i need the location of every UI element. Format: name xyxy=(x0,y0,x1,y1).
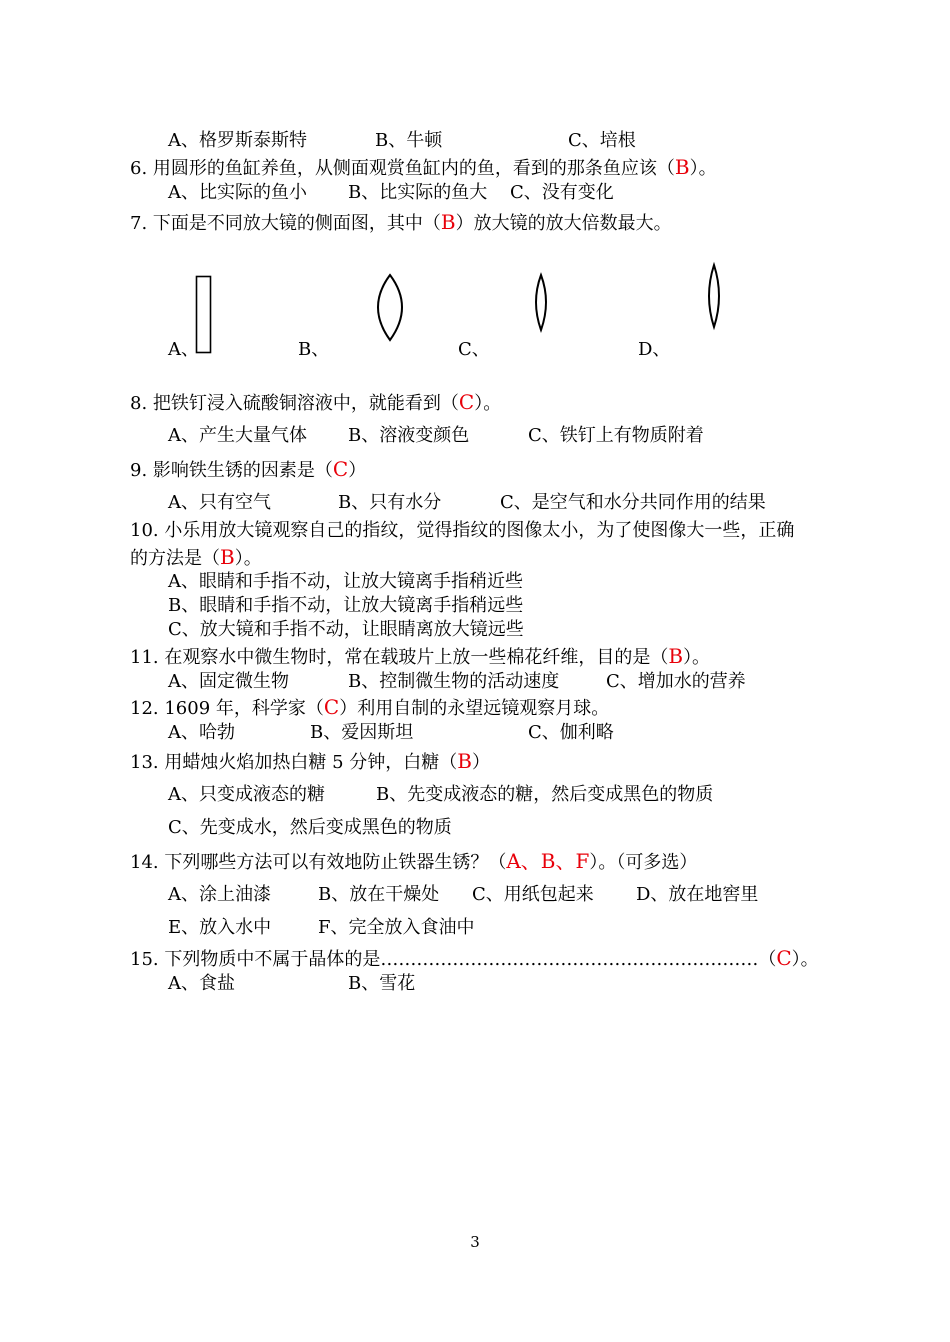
q13-question xyxy=(130,749,490,775)
q5-option-c: C、培根 xyxy=(568,130,636,151)
q8-answer: C xyxy=(458,390,475,414)
q11-text: 11. 在观察水中微生物时，常在载玻片上放一些棉花纤维，目的是（ xyxy=(130,647,669,668)
q6-question xyxy=(130,155,717,181)
q14-question xyxy=(130,849,697,875)
q7-text-end: ）放大镜的放大倍数最大。 xyxy=(455,213,672,234)
q11-text-end: ）。 xyxy=(683,647,711,668)
lens-d-thin-convex xyxy=(702,262,726,330)
q13-option-a: A、只变成液态的糖 xyxy=(168,784,325,805)
q10-text-end: ）。 xyxy=(234,548,262,569)
q10-question-line1: 10. 小乐用放大镜观察自己的指纹，觉得指纹的图像太小，为了使图像大一些，正确 xyxy=(130,520,795,541)
q9-option-b: B、只有水分 xyxy=(338,492,442,513)
q5-option-a: A、格罗斯泰斯特 xyxy=(168,130,307,151)
q8-text: 8. 把铁钉浸入硫酸铜溶液中，就能看到（ xyxy=(130,393,459,414)
q14-option-c: C、用纸包起来 xyxy=(472,884,594,905)
q9-answer: C xyxy=(332,457,349,481)
q8-option-b: B、溶液变颜色 xyxy=(348,425,470,446)
q13-text: 13. 用蜡烛火焰加热白糖 5 分钟，白糖（ xyxy=(130,752,458,773)
q15-answer: C xyxy=(776,946,792,970)
q8-text-end: ）。 xyxy=(474,393,502,414)
q12-answer: C xyxy=(323,695,340,719)
q14-option-e: E、放入水中 xyxy=(168,917,272,938)
q11-option-b: B、控制微生物的活动速度 xyxy=(348,671,560,692)
q13-option-c: C、先变成水，然后变成黑色的物质 xyxy=(168,817,452,838)
q12-text-end: ）利用自制的永望远镜观察月球。 xyxy=(339,698,610,719)
q12-option-b: B、爱因斯坦 xyxy=(310,722,414,743)
lens-b-thick-convex xyxy=(368,272,412,344)
q10-text: 的方法是（ xyxy=(130,548,220,569)
lens-label-a: A、 xyxy=(168,339,199,360)
q6-answer: B xyxy=(674,155,690,179)
q14-option-b: B、放在干燥处 xyxy=(318,884,440,905)
q14-option-a: A、涂上油漆 xyxy=(168,884,271,905)
q5-option-b: B、牛顿 xyxy=(375,130,443,151)
q6-option-c: C、没有变化 xyxy=(510,182,614,203)
q14-option-f: F、完全放入食油中 xyxy=(318,917,475,938)
page-number: 3 xyxy=(470,1233,480,1251)
q9-question xyxy=(130,457,366,483)
q9-text-end: ） xyxy=(348,460,367,481)
q10-option-c: C、放大镜和手指不动，让眼睛离放大镜远些 xyxy=(168,619,524,640)
q10-answer: B xyxy=(220,545,235,569)
q6-option-a: A、比实际的鱼小 xyxy=(168,182,307,203)
q13-answer: B xyxy=(457,749,472,773)
q10-option-a: A、眼睛和手指不动，让放大镜离手指稍近些 xyxy=(168,571,523,592)
q9-option-a: A、只有空气 xyxy=(168,492,271,513)
q8-option-c: C、铁钉上有物质附着 xyxy=(528,425,704,446)
q14-text: 14. 下列哪些方法可以有效地防止铁器生锈？（ xyxy=(130,852,507,873)
lens-c-thin-convex xyxy=(530,272,552,334)
q7-text: 7. 下面是不同放大镜的侧面图，其中（ xyxy=(130,213,441,234)
q11-option-c: C、增加水的营养 xyxy=(606,671,746,692)
q9-option-c: C、是空气和水分共同作用的结果 xyxy=(500,492,766,513)
q15-question xyxy=(130,946,819,972)
q7-answer: B xyxy=(440,210,456,234)
q12-text: 12. 1609 年，科学家（ xyxy=(130,698,324,719)
q11-question xyxy=(130,644,710,670)
q11-option-a: A、固定微生物 xyxy=(168,671,289,692)
lens-label-c: C、 xyxy=(458,339,490,360)
q12-option-c: C、伽利略 xyxy=(528,722,614,743)
q10-question-line2 xyxy=(130,545,262,571)
q9-text: 9. 影响铁生锈的因素是（ xyxy=(130,460,333,481)
q15-text-end: ）。 xyxy=(791,949,819,970)
q6-text-end: ）。 xyxy=(689,158,717,179)
q13-option-b: B、先变成液态的糖，然后变成黑色的物质 xyxy=(376,784,714,805)
q8-option-a: A、产生大量气体 xyxy=(168,425,307,446)
q14-option-d: D、放在地窖里 xyxy=(636,884,759,905)
q10-option-b: B、眼睛和手指不动，让放大镜离手指稍远些 xyxy=(168,595,524,616)
q14-answer: A、B、F xyxy=(506,849,590,873)
q6-text: 6. 用圆形的鱼缸养鱼，从侧面观赏鱼缸内的鱼，看到的那条鱼应该（ xyxy=(130,158,675,179)
q12-question xyxy=(130,695,609,721)
q11-answer: B xyxy=(668,644,684,668)
q7-question xyxy=(130,210,672,236)
q6-option-b: B、比实际的鱼大 xyxy=(348,182,488,203)
q15-option-b: B、雪花 xyxy=(348,973,416,994)
q15-text: 15. 下列物质中不属于晶体的是………………………………………………………（ xyxy=(130,949,777,970)
q8-question xyxy=(130,390,501,416)
q14-text-end: ）。（可多选） xyxy=(589,852,698,873)
lens-label-b: B、 xyxy=(298,339,330,360)
q12-option-a: A、哈勃 xyxy=(168,722,235,743)
lens-label-d: D、 xyxy=(638,339,671,360)
q13-text-end: ） xyxy=(471,752,490,773)
q15-option-a: A、食盐 xyxy=(168,973,235,994)
